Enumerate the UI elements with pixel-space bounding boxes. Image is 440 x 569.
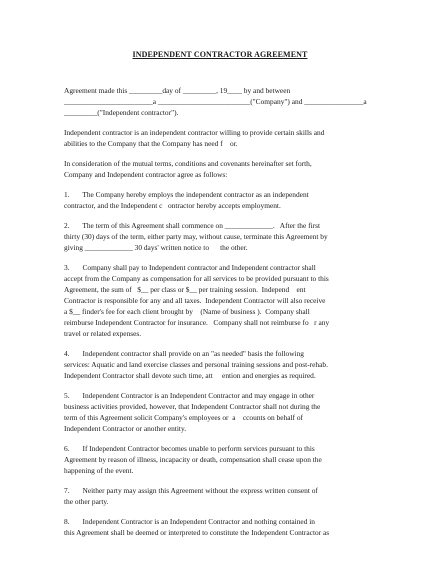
document-line: Agreement by reason of illness, incapacity or death, compensation shall cease upon the: [64, 455, 322, 464]
document-line: travel or related expenses.: [64, 329, 142, 338]
document-line: 5. Independent Contractor is an Independent Contractor and may engage in other: [64, 391, 315, 400]
document-line: services: Aquatic and land exercise classes and personal training sessions and post-rehab.: [64, 360, 328, 369]
document-line: Agreement made this _________day of _________, 19____ by and between: [64, 86, 291, 95]
document-line: Agreement, the sum of $__ per class or $__ per training session. Independ ent: [64, 285, 306, 294]
document-line: reimburse Independent Contractor for insurance. Company shall not reimburse fo r any: [64, 318, 330, 327]
document-line: 1. The Company hereby employs the independent contractor as an independent: [64, 190, 309, 199]
document-line: Contractor is responsible for any and all taxes. Independent Contractor will also receive: [64, 296, 326, 305]
document-line: thirty (30) days of the term, either party may, without cause, terminate this Agreement by: [64, 232, 328, 241]
document-line: this Agreement shall be deemed or interpreted to constitute the Independent Contractor as: [64, 528, 330, 537]
document-line: a $__ finder's fee for each client brought by (Name of business ). Company shall: [64, 307, 310, 316]
document-line: Independent contractor is an independent contractor willing to provide certain skills and: [64, 128, 325, 137]
document-line: contractor, and the Independent c ontractor hereby accepts employment.: [64, 201, 281, 210]
document-line: In consideration of the mutual terms, conditions and covenants hereinafter set forth,: [64, 159, 312, 168]
document-line: the other party.: [64, 497, 109, 506]
document-line: giving _____________ 30 days' written notice to the other.: [64, 243, 248, 252]
document-line: 2. The term of this Agreement shall commence on _____________. After the first: [64, 221, 321, 230]
document-line: Independent Contractor shall devote such time, att ention and energies as required.: [64, 371, 316, 380]
document-line: Company and Independent contractor agree as follows:: [64, 170, 228, 179]
document-line: term of this Agreement solicit Company's employees or a ccounts on behalf of: [64, 413, 304, 422]
document-line: business activities provided, however, that Independent Contractor shall not during the: [64, 402, 321, 411]
document-line: 3. Company shall pay to Independent contractor and Independent contractor shall: [64, 263, 316, 272]
document-line: 8. Independent Contractor is an Independent Contractor and nothing contained in: [64, 517, 316, 526]
document-line: accept from the Company as compensation for all services to be provided pursuant to this: [64, 274, 329, 283]
document-title: INDEPENDENT CONTRACTOR AGREEMENT: [132, 50, 308, 59]
document-line: 7. Neither party may assign this Agreement without the express written consent of: [64, 486, 318, 495]
document-line: 6. If Independent Contractor becomes unable to perform services pursuant to this: [64, 444, 315, 453]
document-line: 4. Independent contractor shall provide on an "as needed" basis the following: [64, 349, 305, 358]
document-line: _________("Independent contractor").: [64, 108, 179, 117]
document-line: abilities to the Company that the Company has need f or.: [64, 139, 238, 148]
document-line: ________________________a _________________________("Company") and ________________a: [64, 97, 367, 106]
document-line: Independent Contractor or another entity.: [64, 424, 187, 433]
document-line: happening of the event.: [64, 466, 134, 475]
